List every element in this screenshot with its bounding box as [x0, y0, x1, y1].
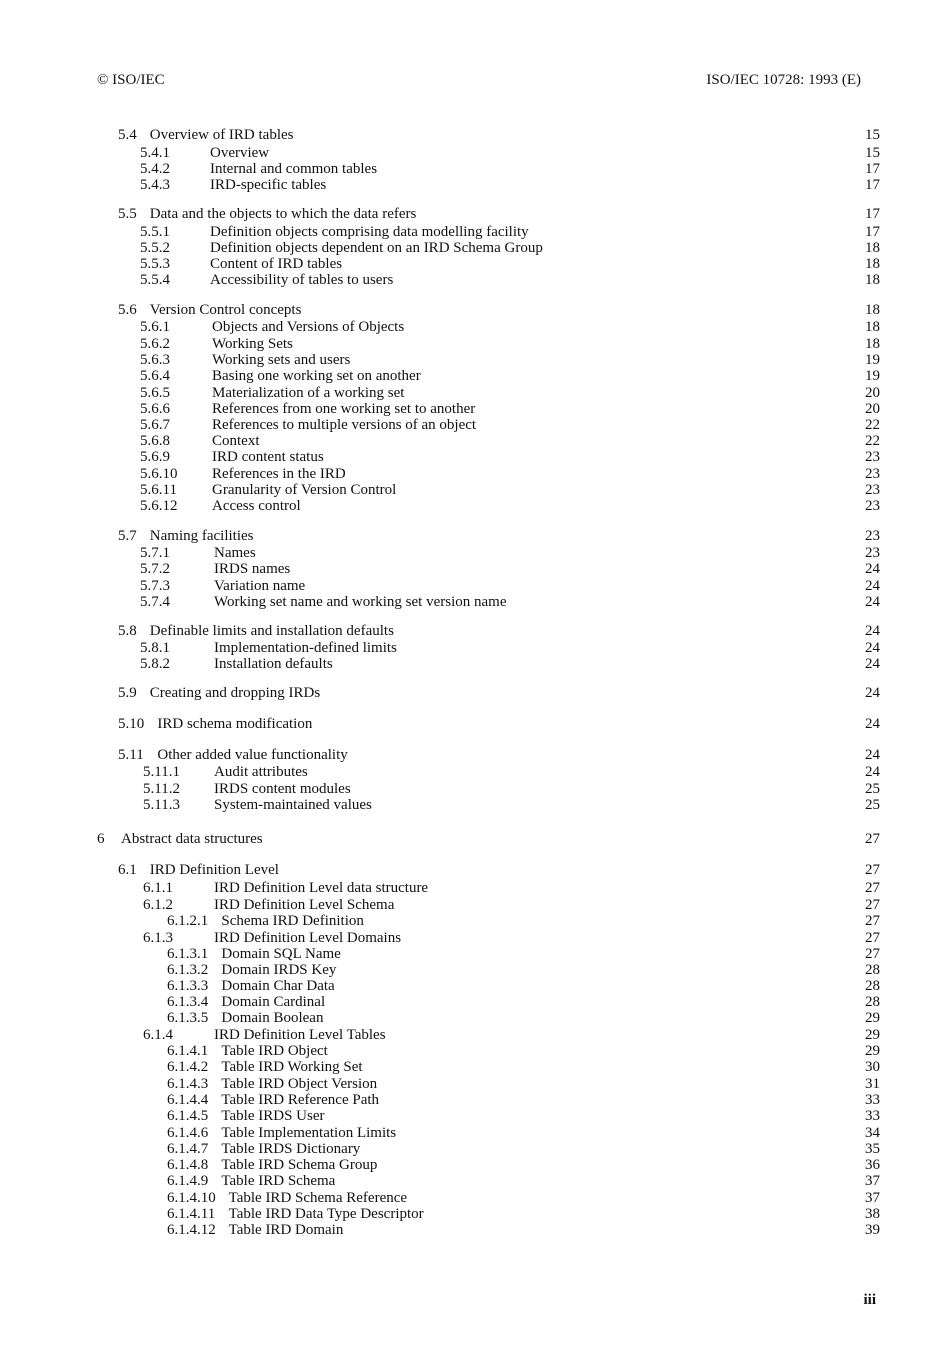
toc-entry-number: 6.1.4.12: [167, 1222, 216, 1238]
toc-entry-number: 6.1.3.2: [167, 962, 209, 978]
toc-entry-title: Context: [212, 433, 260, 449]
toc-entry-page: 30: [865, 1059, 880, 1075]
toc-entry-title: IRD Definition Level data structure: [214, 880, 429, 896]
toc-entry-number: 5.10: [118, 716, 145, 732]
toc-entry-title: Objects and Versions of Objects: [212, 319, 405, 335]
toc-entry-number: 6.1.4.7: [167, 1141, 209, 1157]
toc-entry[interactable]: [0, 913, 950, 930]
toc-entry-title: Table IRD Schema Group: [221, 1157, 378, 1173]
toc-entry-title: Internal and common tables: [210, 161, 378, 177]
toc-entry[interactable]: [0, 897, 950, 914]
toc-entry[interactable]: [0, 1027, 950, 1044]
toc-entry-title: Table IRD Object: [221, 1043, 328, 1059]
toc-entry[interactable]: [0, 640, 950, 657]
toc-entry-number: 6.1.3: [143, 930, 173, 946]
toc-entry-number: 6.1.4.9: [167, 1173, 209, 1189]
toc-entry-page: 18: [865, 272, 880, 288]
toc-entry-title: Abstract data structures: [121, 831, 263, 847]
toc-entry[interactable]: [0, 561, 950, 578]
toc-entry-number: 5.11.1: [143, 764, 180, 780]
toc-entry-title: Overview of IRD tables: [149, 127, 294, 143]
toc-entry-number: 6.1.4.3: [167, 1076, 209, 1092]
toc-entry-title: Definable limits and installation defaults: [149, 623, 394, 639]
toc-entry-title: Overview: [210, 145, 270, 161]
toc-entry-number: 5.7.1: [140, 545, 170, 561]
toc-entry[interactable]: [0, 401, 950, 418]
toc-entry[interactable]: [0, 145, 950, 162]
toc-entry-page: 17: [865, 161, 880, 177]
toc-entry-number: 5.5.4: [140, 272, 170, 288]
toc-entry-number: 5.6.12: [140, 498, 178, 514]
toc-entry-page: 17: [865, 206, 880, 222]
toc-entry-page: 15: [865, 127, 880, 143]
toc-entry-page: 17: [865, 177, 880, 193]
toc-entry-page: 25: [865, 797, 880, 813]
toc-entry[interactable]: [0, 1190, 950, 1207]
toc-entry-title: Working sets and users: [212, 352, 351, 368]
toc-entry[interactable]: [0, 319, 950, 336]
toc-entry-page: 24: [865, 685, 880, 701]
toc-entry-page: 23: [865, 449, 880, 465]
toc-entry-number: 5.5.2: [140, 240, 170, 256]
running-header-right: ISO/IEC 10728: 1993 (E): [706, 72, 861, 88]
toc-entry-page: 24: [865, 578, 880, 594]
toc-entry-number: 6.1.3.4: [167, 994, 209, 1010]
toc-entry-number: 6: [97, 831, 105, 847]
toc-entry-title: Audit attributes: [214, 764, 308, 780]
toc-entry-page: 39: [865, 1222, 880, 1238]
toc-entry[interactable]: [0, 862, 950, 879]
toc-entry-number: 6.1.4.1: [167, 1043, 209, 1059]
toc-entry-page: 23: [865, 545, 880, 561]
toc-entry[interactable]: [0, 417, 950, 434]
toc-entry[interactable]: [0, 1173, 950, 1190]
toc-entry-page: 27: [865, 831, 880, 847]
toc-entry[interactable]: [0, 224, 950, 241]
toc-entry-title: Table IRD Data Type Descriptor: [228, 1206, 424, 1222]
toc-entry-page: 34: [865, 1125, 880, 1141]
toc-entry-page: 36: [865, 1157, 880, 1173]
toc-entry-title: Working Sets: [212, 336, 293, 352]
toc-entry-page: 17: [865, 224, 880, 240]
toc-entry-number: 5.5: [118, 206, 137, 222]
toc-entry-page: 18: [865, 240, 880, 256]
toc-entry-page: 18: [865, 319, 880, 335]
toc-entry-page: 29: [865, 1027, 880, 1043]
toc-entry-number: 5.6.11: [140, 482, 177, 498]
toc-entry-number: 5.6.8: [140, 433, 170, 449]
toc-entry[interactable]: [0, 831, 950, 848]
toc-entry-page: 35: [865, 1141, 880, 1157]
toc-entry-title: IRD-specific tables: [210, 177, 327, 193]
toc-entry-title: Content of IRD tables: [210, 256, 343, 272]
toc-entry-title: Installation defaults: [214, 656, 333, 672]
toc-entry-page: 24: [865, 640, 880, 656]
toc-entry[interactable]: [0, 302, 950, 319]
toc-entry[interactable]: [0, 385, 950, 402]
toc-entry-number: 5.6.9: [140, 449, 170, 465]
toc-entry[interactable]: [0, 206, 950, 223]
toc-entry[interactable]: [0, 1206, 950, 1223]
toc-entry-number: 5.7.2: [140, 561, 170, 577]
toc-entry-number: 5.7.4: [140, 594, 170, 610]
toc-entry-title: Table IRD Domain: [228, 1222, 344, 1238]
toc-entry[interactable]: [0, 528, 950, 545]
toc-entry-title: Table IRD Working Set: [221, 1059, 363, 1075]
toc-entry-number: 5.5.1: [140, 224, 170, 240]
toc-entry-number: 6.1.4.11: [167, 1206, 216, 1222]
toc-entry[interactable]: [0, 240, 950, 257]
toc-entry-page: 27: [865, 946, 880, 962]
toc-entry-title: Domain Char Data: [221, 978, 335, 994]
toc-entry-title: Accessibility of tables to users: [210, 272, 394, 288]
toc-entry-title: Table Implementation Limits: [221, 1125, 397, 1141]
toc-entry-number: 5.6.10: [140, 466, 178, 482]
toc-entry-number: 6.1.3.5: [167, 1010, 209, 1026]
toc-entry-number: 5.7.3: [140, 578, 170, 594]
toc-entry[interactable]: [0, 368, 950, 385]
toc-entry-number: 5.6.5: [140, 385, 170, 401]
toc-entry-title: IRD content status: [212, 449, 324, 465]
toc-entry-title: Table IRD Schema: [221, 1173, 336, 1189]
toc-entry-page: 24: [865, 747, 880, 763]
toc-entry-title: Naming facilities: [149, 528, 254, 544]
running-header-left: © ISO/IEC: [97, 72, 165, 88]
toc-entry[interactable]: [0, 545, 950, 562]
toc-entry-page: 28: [865, 962, 880, 978]
toc-entry-number: 5.6.4: [140, 368, 170, 384]
toc-entry-page: 24: [865, 623, 880, 639]
toc-entry-page: 38: [865, 1206, 880, 1222]
toc-entry[interactable]: [0, 1092, 950, 1109]
toc-entry[interactable]: [0, 781, 950, 798]
toc-entry-page: 19: [865, 368, 880, 384]
toc-entry-title: Creating and dropping IRDs: [149, 685, 321, 701]
toc-entry[interactable]: [0, 716, 950, 733]
toc-entry-number: 6.1.3.1: [167, 946, 209, 962]
toc-entry[interactable]: [0, 127, 950, 144]
toc-entry[interactable]: [0, 747, 950, 764]
toc-entry-page: 20: [865, 401, 880, 417]
toc-entry-title: Domain SQL Name: [221, 946, 341, 962]
toc-entry-title: Schema IRD Definition: [221, 913, 364, 929]
toc-entry-number: 5.5.3: [140, 256, 170, 272]
toc-entry-title: Domain Cardinal: [221, 994, 326, 1010]
toc-entry[interactable]: [0, 1043, 950, 1060]
toc-entry-page: 24: [865, 594, 880, 610]
toc-entry-page: 23: [865, 528, 880, 544]
toc-entry-number: 6.1.1: [143, 880, 173, 896]
toc-entry-page: 25: [865, 781, 880, 797]
toc-entry-number: 5.8.1: [140, 640, 170, 656]
toc-entry[interactable]: [0, 1222, 950, 1239]
toc-entry-title: Domain IRDS Key: [221, 962, 337, 978]
toc-entry-page: 15: [865, 145, 880, 161]
toc-entry[interactable]: [0, 1157, 950, 1174]
toc-entry-number: 5.6.2: [140, 336, 170, 352]
toc-entry-title: Table IRDS User: [221, 1108, 325, 1124]
toc-entry[interactable]: [0, 578, 950, 595]
toc-entry[interactable]: [0, 930, 950, 947]
toc-entry-number: 6.1.2.1: [167, 913, 209, 929]
toc-entry-number: 5.6: [118, 302, 137, 318]
toc-entry[interactable]: [0, 764, 950, 781]
toc-entry-number: 5.11.2: [143, 781, 180, 797]
toc-entry-page: 24: [865, 764, 880, 780]
toc-entry[interactable]: [0, 994, 950, 1011]
toc-entry-title: Names: [214, 545, 256, 561]
toc-entry-number: 6.1.4.2: [167, 1059, 209, 1075]
toc-entry-page: 29: [865, 1043, 880, 1059]
toc-entry-title: Table IRD Reference Path: [221, 1092, 380, 1108]
toc-entry-title: Version Control concepts: [149, 302, 302, 318]
toc-entry[interactable]: [0, 336, 950, 353]
toc-entry-page: 27: [865, 930, 880, 946]
toc-entry[interactable]: [0, 177, 950, 194]
toc-entry[interactable]: [0, 352, 950, 369]
toc-entry-number: 5.8.2: [140, 656, 170, 672]
toc-entry-page: 33: [865, 1108, 880, 1124]
toc-entry-number: 6.1: [118, 862, 137, 878]
toc-entry-title: Definition objects comprising data modelling facility: [210, 224, 529, 240]
toc-entry-page: 27: [865, 897, 880, 913]
toc-entry-page: 28: [865, 994, 880, 1010]
toc-entry-page: 27: [865, 880, 880, 896]
toc-entry[interactable]: [0, 433, 950, 450]
toc-entry-number: 6.1.4.8: [167, 1157, 209, 1173]
toc-entry[interactable]: [0, 449, 950, 466]
toc-entry-number: 5.4.1: [140, 145, 170, 161]
toc-entry-number: 5.11: [118, 747, 144, 763]
toc-entry[interactable]: [0, 1059, 950, 1076]
toc-entry-number: 5.4: [118, 127, 137, 143]
toc-entry-title: Domain Boolean: [221, 1010, 324, 1026]
toc-entry-page: 27: [865, 913, 880, 929]
toc-entry-title: Granularity of Version Control: [212, 482, 397, 498]
toc-entry-number: 5.9: [118, 685, 137, 701]
toc-entry[interactable]: [0, 880, 950, 897]
toc-entry-page: 24: [865, 716, 880, 732]
toc-entry-title: IRD schema modification: [157, 716, 313, 732]
toc-entry-page: 31: [865, 1076, 880, 1092]
toc-entry-page: 23: [865, 482, 880, 498]
toc-entry-number: 5.6.3: [140, 352, 170, 368]
toc-entry[interactable]: [0, 962, 950, 979]
toc-entry-number: 6.1.4.5: [167, 1108, 209, 1124]
toc-entry-title: References from one working set to another: [212, 401, 476, 417]
toc-entry[interactable]: [0, 978, 950, 995]
toc-entry[interactable]: [0, 498, 950, 515]
toc-entry-page: 33: [865, 1092, 880, 1108]
toc-entry[interactable]: [0, 1076, 950, 1093]
toc-entry[interactable]: [0, 272, 950, 289]
toc-entry-title: Variation name: [214, 578, 306, 594]
toc-entry-number: 5.6.1: [140, 319, 170, 335]
toc-entry-page: 37: [865, 1190, 880, 1206]
toc-entry[interactable]: [0, 482, 950, 499]
toc-entry-page: 23: [865, 466, 880, 482]
toc-entry-page: 18: [865, 256, 880, 272]
toc-entry-title: IRDS content modules: [214, 781, 351, 797]
toc-entry[interactable]: [0, 466, 950, 483]
toc-entry-title: Definition objects dependent on an IRD Schema Group: [210, 240, 543, 256]
toc-entry[interactable]: [0, 161, 950, 178]
toc-entry-title: Other added value functionality: [157, 747, 348, 763]
toc-entry-number: 5.8: [118, 623, 137, 639]
toc-entry-number: 5.6.7: [140, 417, 170, 433]
toc-entry-number: 6.1.4.10: [167, 1190, 216, 1206]
toc-entry-page: 23: [865, 498, 880, 514]
toc-entry[interactable]: [0, 1108, 950, 1125]
toc-entry-page: 37: [865, 1173, 880, 1189]
toc-entry-number: 6.1.4.6: [167, 1125, 209, 1141]
toc-entry[interactable]: [0, 656, 950, 673]
toc-entry-number: 5.7: [118, 528, 137, 544]
toc-entry-title: Table IRD Object Version: [221, 1076, 378, 1092]
toc-entry-number: 5.11.3: [143, 797, 180, 813]
toc-entry[interactable]: [0, 1125, 950, 1142]
toc-entry[interactable]: [0, 1010, 950, 1027]
toc-entry[interactable]: [0, 797, 950, 814]
toc-entry-number: 6.1.4.4: [167, 1092, 209, 1108]
toc-entry-title: Working set name and working set version name: [214, 594, 507, 610]
toc-entry-title: References in the IRD: [212, 466, 346, 482]
toc-entry[interactable]: [0, 1141, 950, 1158]
toc-entry-title: IRD Definition Level Schema: [214, 897, 395, 913]
toc-entry-page: 24: [865, 561, 880, 577]
toc-entry-title: Data and the objects to which the data refers: [149, 206, 417, 222]
toc-entry-page: 24: [865, 656, 880, 672]
toc-entry-title: IRDS names: [214, 561, 291, 577]
toc-entry-number: 5.6.6: [140, 401, 170, 417]
toc-entry-title: Implementation-defined limits: [214, 640, 397, 656]
toc-entry-number: 6.1.3.3: [167, 978, 209, 994]
toc-entry-page: 28: [865, 978, 880, 994]
toc-entry-title: IRD Definition Level Domains: [214, 930, 402, 946]
page-number: iii: [863, 1292, 876, 1308]
toc-entry[interactable]: [0, 685, 950, 702]
toc-entry-title: IRD Definition Level Tables: [214, 1027, 386, 1043]
toc-entry-title: Materialization of a working set: [212, 385, 405, 401]
toc-entry-title: Table IRDS Dictionary: [221, 1141, 361, 1157]
toc-entry-number: 6.1.4: [143, 1027, 173, 1043]
toc-entry-page: 22: [865, 433, 880, 449]
toc-entry-page: 27: [865, 862, 880, 878]
toc-entry-number: 5.4.2: [140, 161, 170, 177]
toc-entry[interactable]: [0, 946, 950, 963]
toc-entry-title: System-maintained values: [214, 797, 372, 813]
toc-entry-page: 18: [865, 336, 880, 352]
toc-entry-page: 18: [865, 302, 880, 318]
toc-entry-title: IRD Definition Level: [149, 862, 279, 878]
toc-entry-page: 22: [865, 417, 880, 433]
toc-entry-page: 29: [865, 1010, 880, 1026]
toc-entry-title: Basing one working set on another: [212, 368, 421, 384]
toc-entry-page: 19: [865, 352, 880, 368]
toc-entry-page: 20: [865, 385, 880, 401]
toc-entry-title: References to multiple versions of an object: [212, 417, 477, 433]
toc-entry-title: Access control: [212, 498, 301, 514]
toc-entry[interactable]: [0, 623, 950, 640]
toc-entry-number: 6.1.2: [143, 897, 173, 913]
toc-entry[interactable]: [0, 256, 950, 273]
toc-entry-number: 5.4.3: [140, 177, 170, 193]
toc-entry[interactable]: [0, 594, 950, 611]
toc-entry-title: Table IRD Schema Reference: [228, 1190, 408, 1206]
